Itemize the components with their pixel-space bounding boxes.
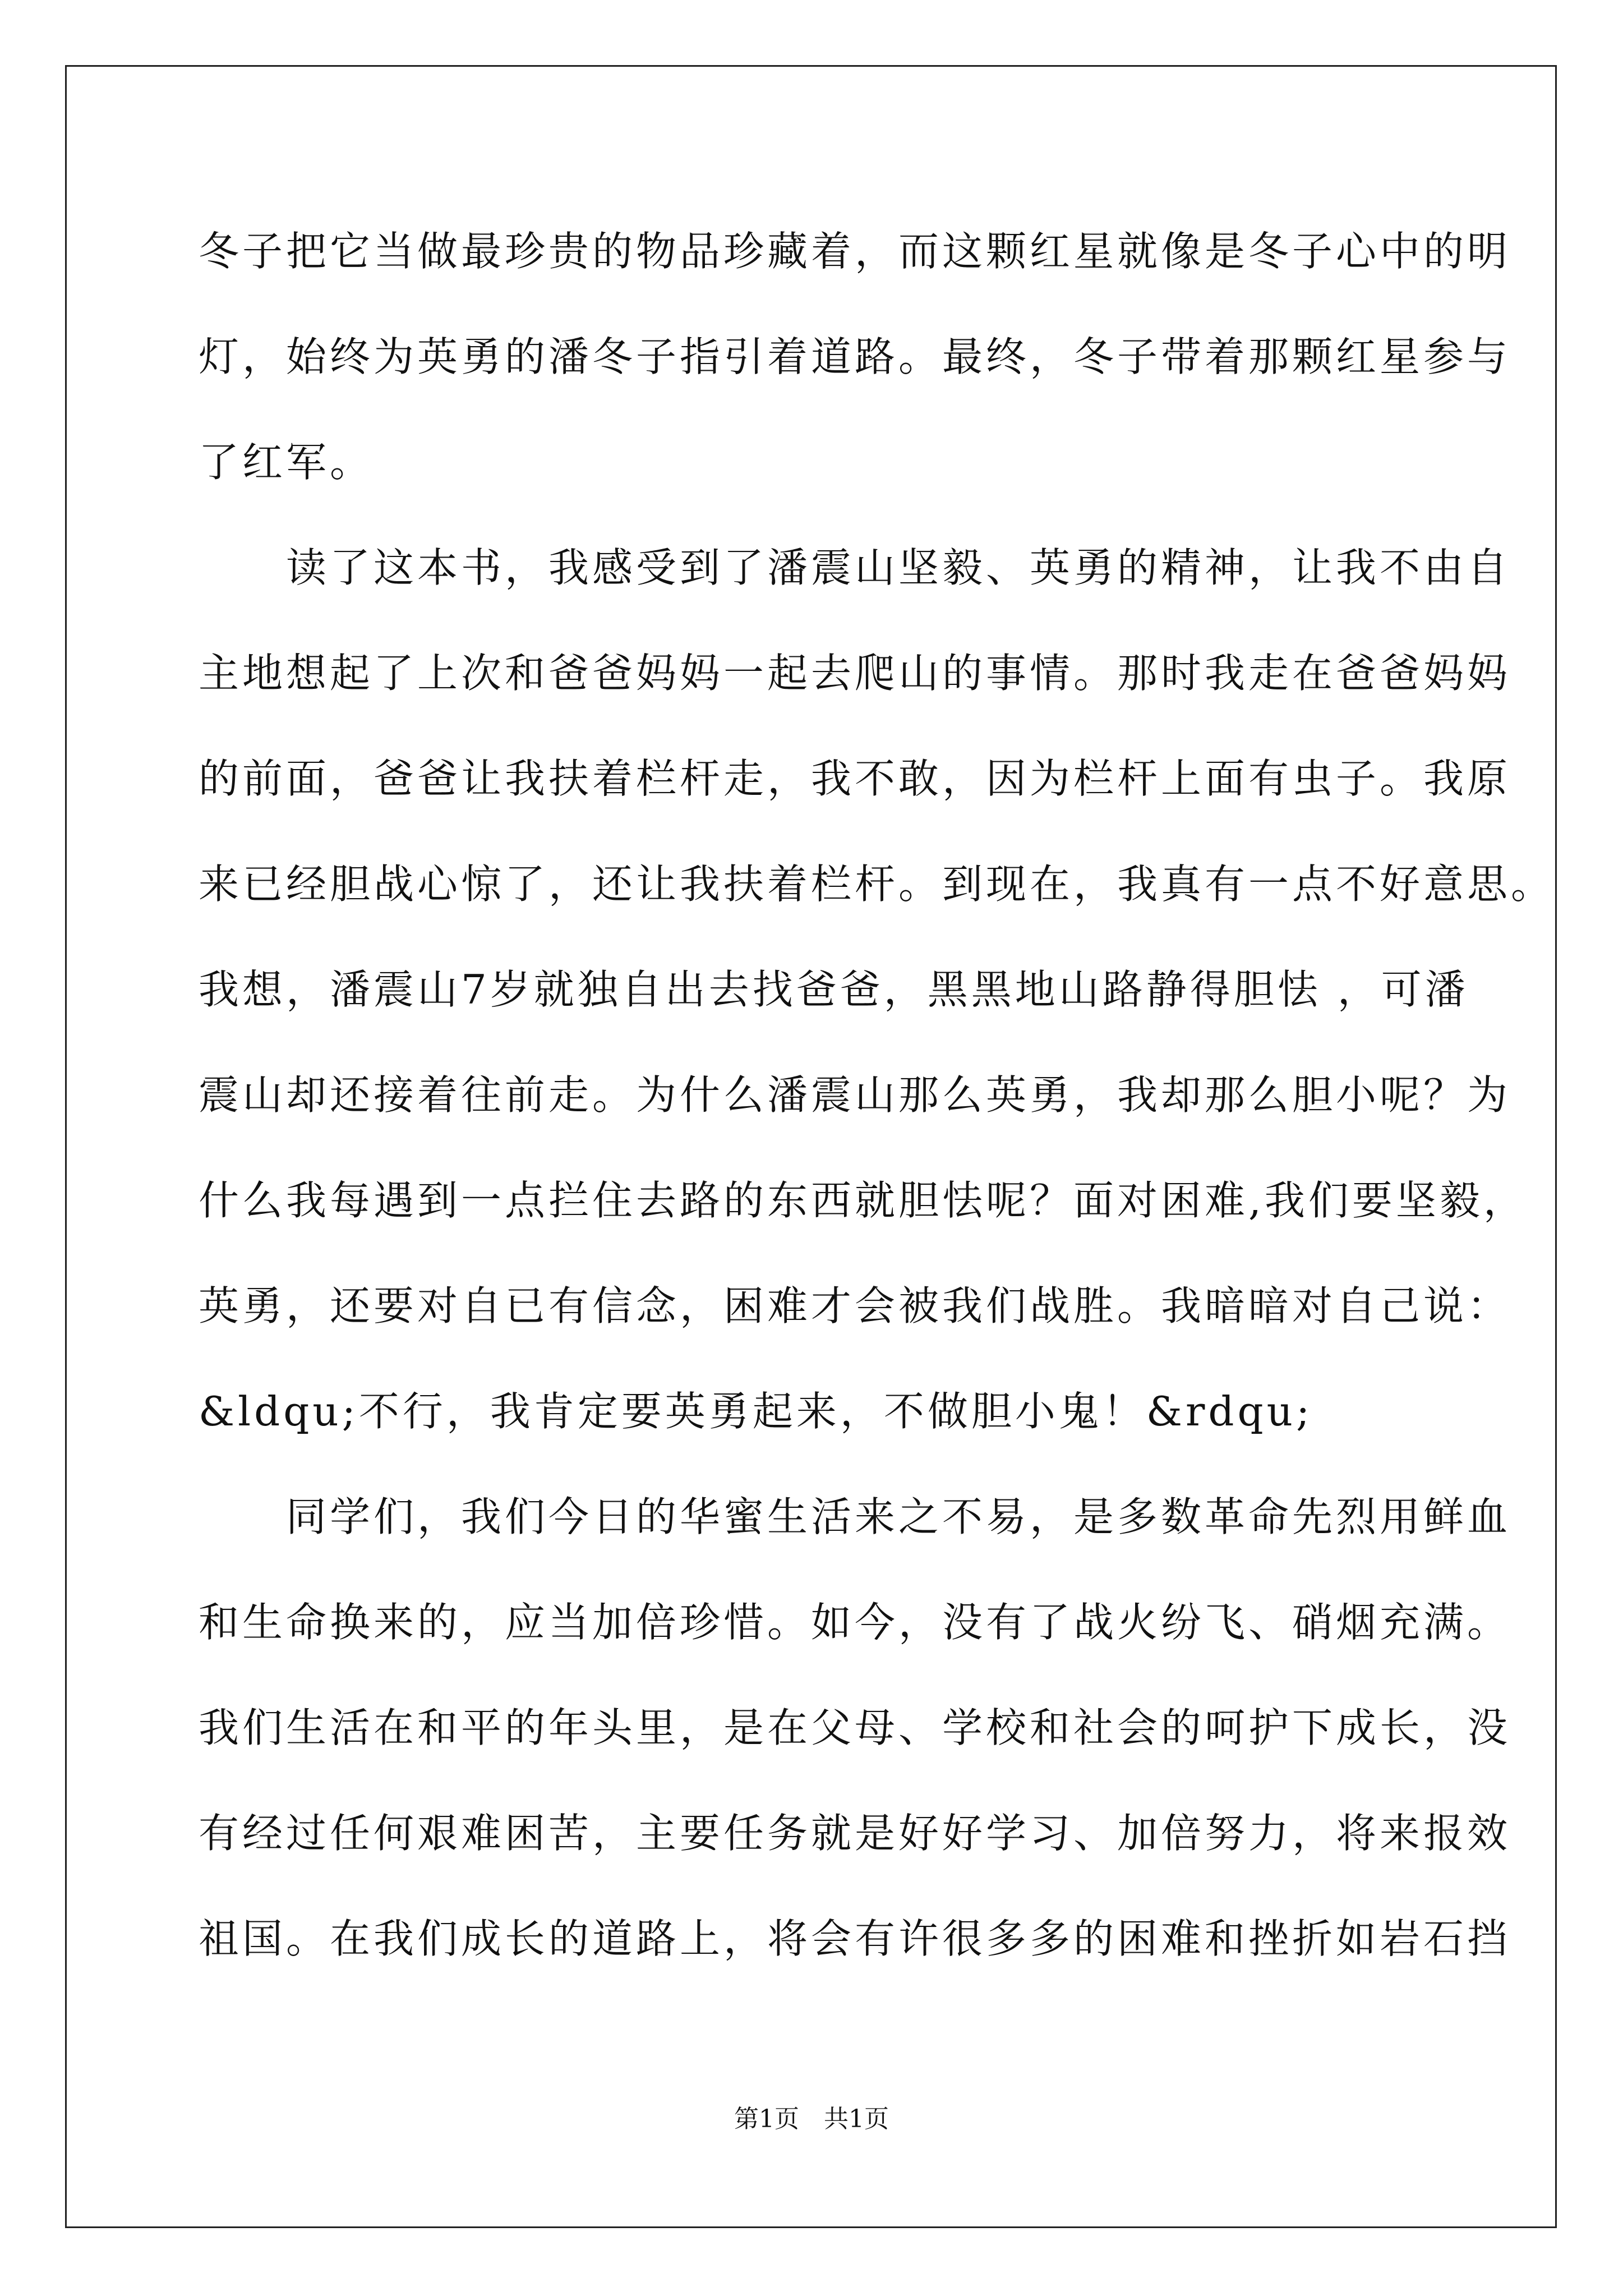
text-line: &ldqu;不行，我肯定要英勇起来，不做胆小鬼！&rdqu; (199, 1388, 1313, 1435)
text-line: 同学们，我们今日的华蜜生活来之不易，是多数革命先烈用鲜血 (199, 1493, 1511, 1540)
page-number-footer: 第1页 共1页 (734, 2105, 889, 2133)
text-line: 震山却还接着往前走。为什么潘震山那么英勇，我却那么胆小呢？为 (199, 1071, 1511, 1119)
text-line: 有经过任何艰难困苦，主要任务就是好好学习、加倍努力，将来报效 (199, 1810, 1511, 1857)
text-line: 灯，始终为英勇的潘冬子指引着道路。最终，冬子带着那颗红星参与 (199, 333, 1511, 380)
text-line: 和生命换来的，应当加倍珍惜。如今，没有了战火纷飞、硝烟充满。 (199, 1599, 1511, 1646)
text-line: 我们生活在和平的年头里，是在父母、学校和社会的呵护下成长，没 (199, 1704, 1511, 1751)
text-line: 了红军。 (199, 439, 374, 486)
text-line: 来已经胆战心惊了，还让我扶着栏杆。到现在，我真有一点不好意思。 (199, 861, 1555, 908)
text-line: 冬子把它当做最珍贵的物品珍藏着，而这颗红星就像是冬子心中的明 (199, 228, 1511, 275)
text-line: 的前面，爸爸让我扶着栏杆走，我不敢，因为栏杆上面有虫子。我原 (199, 755, 1511, 802)
text-line: 我想，潘震山7岁就独自出去找爸爸，黑黑地山路静得胆怯 ，可潘 (199, 966, 1469, 1013)
document-body (199, 218, 1555, 2010)
text-line: 读了这本书，我感受到了潘震山坚毅、英勇的精神，让我不由自 (199, 544, 1511, 591)
text-line: 主地想起了上次和爸爸妈妈一起去爬山的事情。那时我走在爸爸妈妈 (199, 650, 1511, 697)
text-line: 祖国。在我们成长的道路上，将会有许很多多的困难和挫折如岩石挡 (199, 1915, 1511, 1962)
text-line: 英勇，还要对自已有信念，困难才会被我们战胜。我暗暗对自己说： (199, 1282, 1511, 1329)
text-line: 什么我每遇到一点拦住去路的东西就胆怯呢？面对困难,我们要坚毅， (199, 1177, 1527, 1224)
